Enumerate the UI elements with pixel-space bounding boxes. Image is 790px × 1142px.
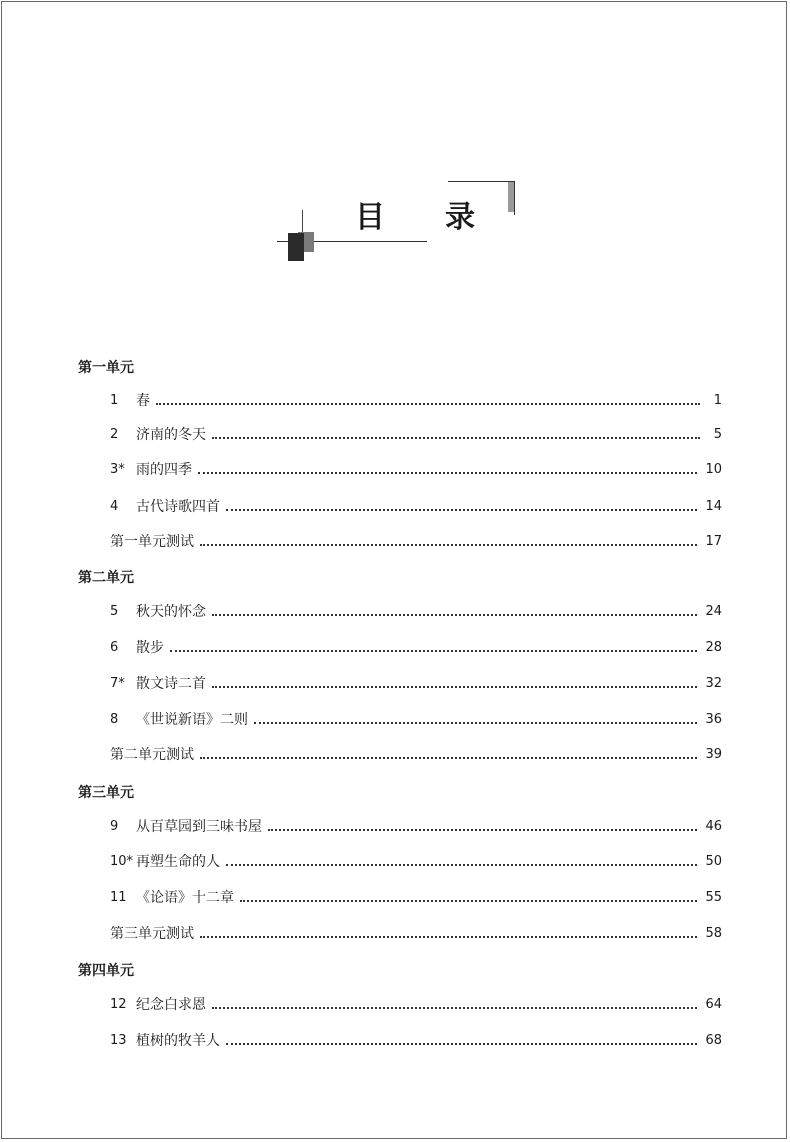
entry-page: 28 xyxy=(705,639,722,655)
dot-leader xyxy=(212,685,697,688)
entry-title: 散文诗二首 xyxy=(136,676,206,692)
unit-heading: 第一单元 xyxy=(78,360,134,376)
dot-leader xyxy=(156,402,700,405)
dot-leader xyxy=(254,721,697,724)
entry-number: 4 xyxy=(110,498,119,514)
dot-leader xyxy=(200,543,697,546)
unit-heading: 第二单元 xyxy=(78,570,134,586)
toc-entry[interactable] xyxy=(110,601,722,621)
page-title-char: 目 xyxy=(355,200,385,235)
entry-title: 《世说新语》二则 xyxy=(136,712,248,728)
entry-title: 从百草园到三味书屋 xyxy=(136,819,262,835)
entry-page: 58 xyxy=(705,925,722,941)
entry-number: 13 xyxy=(110,1032,127,1048)
entry-number: 1 xyxy=(110,392,119,408)
entry-title: 植树的牧羊人 xyxy=(136,1033,220,1049)
entry-title: 纪念白求恩 xyxy=(136,997,206,1013)
toc-entry[interactable] xyxy=(110,673,722,693)
toc-entry[interactable] xyxy=(110,496,722,516)
toc-entry[interactable] xyxy=(110,816,722,836)
dot-leader xyxy=(226,508,697,511)
entry-title: 秋天的怀念 xyxy=(136,604,206,620)
page-title-char: 录 xyxy=(445,200,475,235)
entry-title: 第三单元测试 xyxy=(110,926,194,942)
entry-title: 古代诗歌四首 xyxy=(136,499,220,515)
dot-leader xyxy=(268,828,697,831)
entry-number: 11 xyxy=(110,889,127,905)
entry-page: 55 xyxy=(705,889,722,905)
entry-page: 50 xyxy=(705,853,722,869)
entry-number: 7* xyxy=(110,675,125,691)
entry-title: 雨的四季 xyxy=(136,462,192,478)
toc-entry[interactable] xyxy=(110,637,722,657)
dot-leader xyxy=(200,756,697,759)
entry-page: 24 xyxy=(705,603,722,619)
toc-entry[interactable] xyxy=(110,994,722,1014)
dot-leader xyxy=(212,436,700,439)
entry-title: 第一单元测试 xyxy=(110,534,194,550)
dot-leader xyxy=(170,649,697,652)
entry-page: 68 xyxy=(705,1032,722,1048)
toc-entry[interactable] xyxy=(110,459,722,479)
entry-page: 46 xyxy=(705,818,722,834)
toc-entry[interactable] xyxy=(110,1030,722,1050)
entry-title: 再塑生命的人 xyxy=(136,854,220,870)
toc-entry[interactable] xyxy=(110,390,722,410)
unit-heading: 第四单元 xyxy=(78,963,134,979)
entry-page: 5 xyxy=(713,426,722,442)
entry-page: 14 xyxy=(705,498,722,514)
dot-leader xyxy=(200,935,697,938)
entry-page: 36 xyxy=(705,711,722,727)
entry-page: 10 xyxy=(705,461,722,477)
entry-title: 第二单元测试 xyxy=(110,747,194,763)
entry-page: 17 xyxy=(705,533,722,549)
toc-entry[interactable] xyxy=(110,709,722,729)
dot-leader xyxy=(240,899,697,902)
entry-number: 9 xyxy=(110,818,119,834)
dot-leader xyxy=(212,613,697,616)
toc-entry-unit-test[interactable] xyxy=(110,531,722,551)
entry-title: 散步 xyxy=(136,640,164,656)
toc-entry[interactable] xyxy=(110,851,722,871)
toc-entry[interactable] xyxy=(110,424,722,444)
entry-title: 《论语》十二章 xyxy=(136,890,234,906)
entry-page: 32 xyxy=(705,675,722,691)
entry-number: 6 xyxy=(110,639,119,655)
entry-number: 8 xyxy=(110,711,119,727)
entry-number: 12 xyxy=(110,996,127,1012)
entry-title: 济南的冬天 xyxy=(136,427,206,443)
toc-entry-unit-test[interactable] xyxy=(110,744,722,764)
dot-leader xyxy=(226,1042,697,1045)
toc-entry[interactable] xyxy=(110,887,722,907)
entry-page: 64 xyxy=(705,996,722,1012)
entry-number: 10* xyxy=(110,853,134,869)
dot-leader xyxy=(198,471,697,474)
dot-leader xyxy=(212,1006,697,1009)
entry-number: 5 xyxy=(110,603,119,619)
entry-page: 1 xyxy=(713,392,722,408)
entry-page: 39 xyxy=(705,746,722,762)
unit-heading: 第三单元 xyxy=(78,785,134,801)
entry-number: 2 xyxy=(110,426,119,442)
entry-number: 3* xyxy=(110,461,125,477)
entry-title: 春 xyxy=(136,393,150,409)
toc-entry-unit-test[interactable] xyxy=(110,923,722,943)
dot-leader xyxy=(226,863,697,866)
